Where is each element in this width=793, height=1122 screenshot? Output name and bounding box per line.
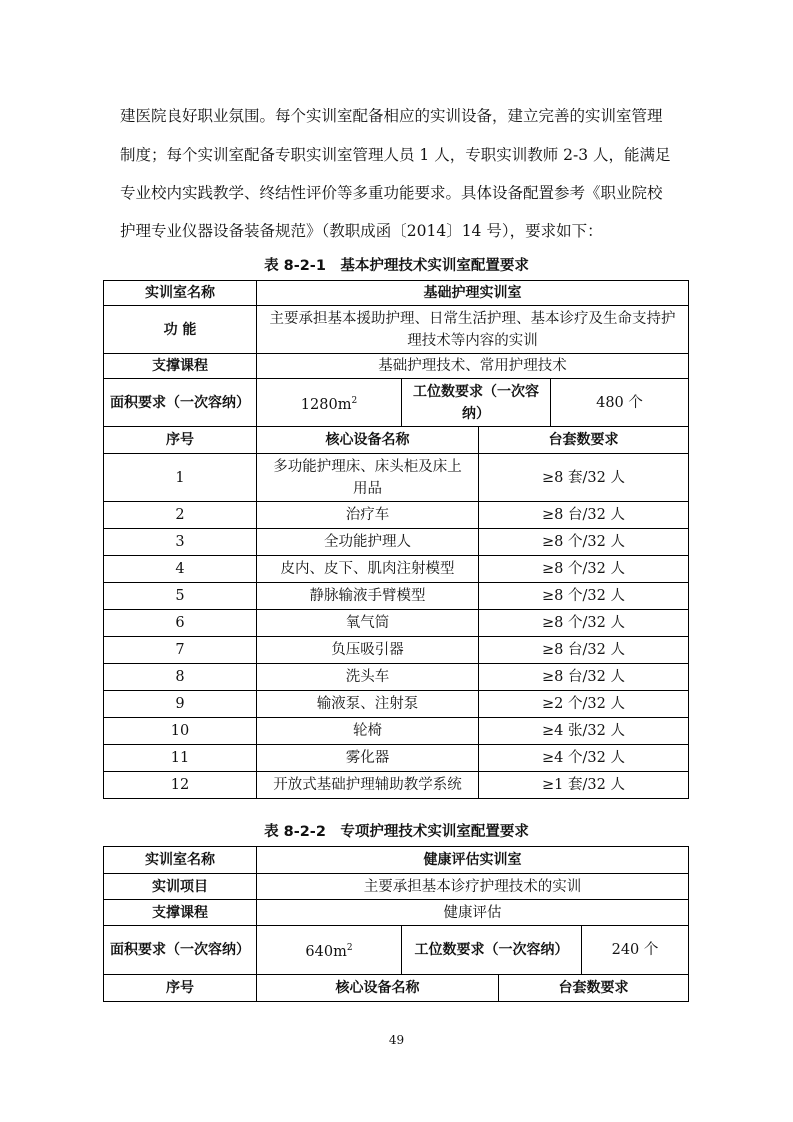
body-paragraph-line: 专业校内实践教学、终结性评价等多重功能要求。具体设备配置参考《职业院校 [120,184,663,202]
row-equipment-name: 多功能护理床、床头柜及床上用品 [257,454,479,502]
table-row [104,664,689,691]
row-index: 9 [104,691,257,718]
table-row [104,583,689,610]
table2-station-value: 240 个 [582,926,689,975]
row-equipment-name: 开放式基础护理辅助教学系统 [257,772,479,799]
row-quantity: ≥8 套/32 人 [479,454,689,502]
row-index: 1 [104,454,257,502]
row-equipment-name: 轮椅 [257,718,479,745]
row-index: 10 [104,718,257,745]
table1-equipment-rows [104,454,689,799]
table1-area-number: 1280 [300,396,338,413]
table2-area-row [104,926,689,975]
table-row [104,718,689,745]
table2-area-unit: m [333,943,347,960]
table2-project-value: 主要承担基本诊疗护理技术的实训 [257,874,689,900]
row-equipment-name: 静脉输液手臂模型 [257,583,479,610]
row-index: 5 [104,583,257,610]
table-row [104,454,689,502]
row-index: 7 [104,637,257,664]
table-row [104,610,689,637]
table2-area-sup: 2 [346,943,353,954]
table-row [104,745,689,772]
row-equipment-name: 负压吸引器 [257,637,479,664]
table-row [104,637,689,664]
row-quantity: ≥8 台/32 人 [479,502,689,529]
row-quantity: ≥4 张/32 人 [479,718,689,745]
table1-caption: 表 8-2-1 基本护理技术实训室配置要求 [264,258,529,274]
table2-col-index: 序号 [104,975,257,1002]
table2-col-equipment: 核心设备名称 [257,975,499,1002]
table1-function-value: 主要承担基本援助护理、日常生活护理、基本诊疗及生命支持护理技术等内容的实训 [257,306,689,354]
table-row [104,556,689,583]
body-paragraph-line: 制度；每个实训室配备专职实训室管理人员 1 人，专职实训教师 2-3 人，能满足 [120,146,671,164]
table2-course-row [104,900,689,926]
row-quantity: ≥8 个/32 人 [479,556,689,583]
table1-name-label: 实训室名称 [104,281,257,306]
row-equipment-name: 全功能护理人 [257,529,479,556]
row-index: 8 [104,664,257,691]
table1-area-sup: 2 [351,395,358,406]
table1-course-label: 支撑课程 [104,354,257,379]
row-equipment-name: 输液泵、注射泵 [257,691,479,718]
table-row [104,502,689,529]
table2 [103,846,689,1002]
table1-area-value [257,379,402,427]
table2-name-label: 实训室名称 [104,847,257,874]
row-equipment-name: 洗头车 [257,664,479,691]
table2-name-row [104,847,689,874]
table2-caption: 表 8-2-2 专项护理技术实训室配置要求 [264,824,529,840]
row-index: 2 [104,502,257,529]
table2-project-row [104,874,689,900]
table-row [104,772,689,799]
row-index: 6 [104,610,257,637]
row-quantity: ≥2 个/32 人 [479,691,689,718]
table1-col-quantity: 台套数要求 [479,427,689,454]
row-index: 11 [104,745,257,772]
table2-station-label: 工位数要求（一次容纳） [402,926,582,975]
table1-area-label: 面积要求（一次容纳） [104,379,257,427]
table1-station-value: 480 个 [551,379,689,427]
table1 [103,280,689,799]
row-equipment-name: 皮内、皮下、肌肉注射模型 [257,556,479,583]
table1-area-unit: m [337,396,352,413]
row-quantity: ≥8 台/32 人 [479,664,689,691]
table1-name-row [104,281,689,306]
row-equipment-name: 雾化器 [257,745,479,772]
table2-course-value: 健康评估 [257,900,689,926]
body-paragraph-line: 建医院良好职业氛围。每个实训室配备相应的实训设备，建立完善的实训室管理 [120,107,663,125]
table1-area-row [104,379,689,427]
row-index: 12 [104,772,257,799]
row-quantity: ≥8 个/32 人 [479,583,689,610]
table2-project-label: 实训项目 [104,874,257,900]
row-quantity: ≥8 个/32 人 [479,610,689,637]
table-row [104,529,689,556]
table2-col-quantity: 台套数要求 [499,975,689,1002]
row-quantity: ≥1 套/32 人 [479,772,689,799]
table2-area-value [257,926,402,975]
table1-name-value: 基础护理实训室 [257,281,689,306]
table1-function-row [104,306,689,354]
row-quantity: ≥4 个/32 人 [479,745,689,772]
table2-column-header-row [104,975,689,1002]
row-equipment-name: 氧气筒 [257,610,479,637]
table2-area-label: 面积要求（一次容纳） [104,926,257,975]
table1-station-label: 工位数要求（一次容纳） [402,379,551,427]
table1-column-header-row [104,427,689,454]
table-row [104,691,689,718]
table1-function-label: 功 能 [104,306,257,354]
table1-col-equipment: 核心设备名称 [257,427,479,454]
table2-area-number: 640 [305,943,334,960]
row-equipment-name: 治疗车 [257,502,479,529]
row-quantity: ≥8 台/32 人 [479,637,689,664]
body-paragraph-line: 护理专业仪器设备装备规范》（教职成函〔2014〕14 号），要求如下： [120,222,603,240]
page-number: 49 [388,1033,405,1047]
table1-col-index: 序号 [104,427,257,454]
row-index: 3 [104,529,257,556]
table2-course-label: 支撑课程 [104,900,257,926]
row-quantity: ≥8 个/32 人 [479,529,689,556]
table2-name-value: 健康评估实训室 [257,847,689,874]
row-index: 4 [104,556,257,583]
table1-course-value: 基础护理技术、常用护理技术 [257,354,689,379]
table1-course-row [104,354,689,379]
